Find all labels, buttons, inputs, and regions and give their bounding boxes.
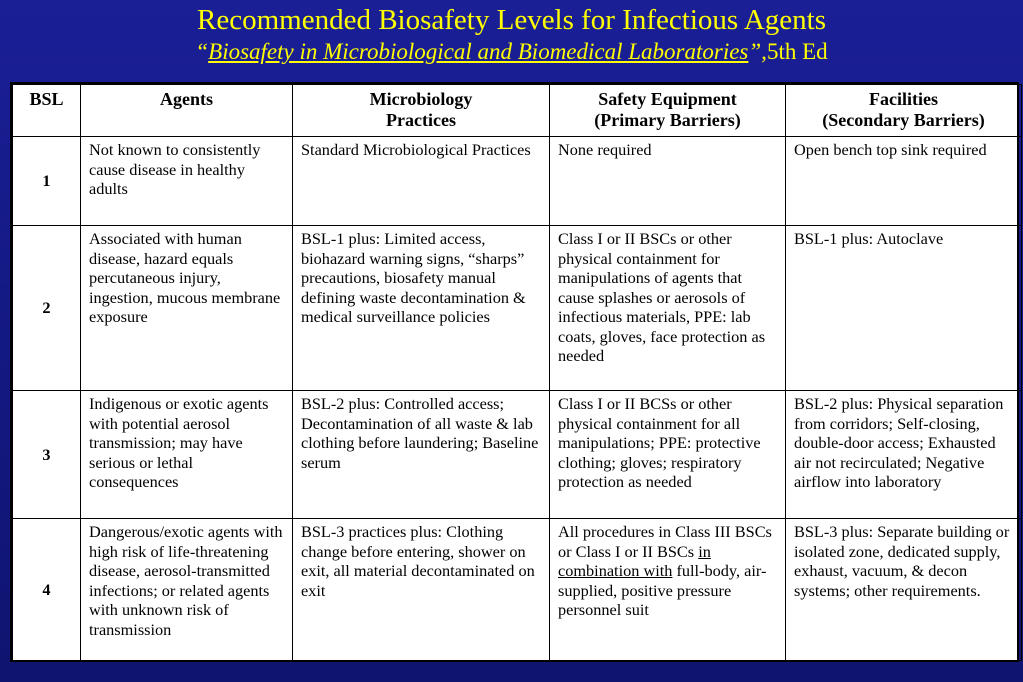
table-row-bsl-3 <box>13 391 1022 519</box>
cell-bsl: 3 <box>13 391 81 519</box>
cell-agents: Not known to consistently cause disease in healthy adults <box>81 137 293 226</box>
cell-equipment: Class I or II BSCs or other physical containment for manipulations of agents that cause splashes or aerosols of infectious materials, PPE: lab coats, gloves, face protection as needed <box>550 226 786 391</box>
header-practices-line2: Practices <box>386 110 456 130</box>
slide-subtitle <box>0 38 1023 66</box>
cell-bsl: 4 <box>13 519 81 661</box>
table-row-bsl-2 <box>13 226 1022 391</box>
equipment-text-underlined: in combination with <box>558 541 711 580</box>
slide-title: Recommended Biosafety Levels for Infectious Agents <box>197 4 826 36</box>
header-facilities-line1: Facilities <box>869 89 938 109</box>
table-row-bsl-4 <box>13 519 1022 661</box>
cell-facilities: Open bench top sink required <box>786 137 1022 226</box>
equipment-text-post: full-body, air-supplied, positive pressure personnel suit <box>558 561 767 619</box>
cell-bsl: 2 <box>13 226 81 391</box>
close-quote: ”, <box>748 39 767 64</box>
edition: 5th Ed <box>766 39 828 64</box>
cell-bsl: 1 <box>13 137 81 226</box>
header-agents: Agents <box>81 85 293 137</box>
header-equipment-line1: Safety Equipment <box>598 89 737 109</box>
header-facilities <box>786 85 1022 137</box>
equipment-text-pre: All procedures in Class III BSCs or Class I or II BSCs <box>558 522 772 561</box>
cell-equipment <box>550 519 786 661</box>
cell-facilities: BSL-1 plus: Autoclave <box>786 226 1022 391</box>
header-equipment-line2: (Primary Barriers) <box>594 110 741 130</box>
cell-agents: Indigenous or exotic agents with potential aerosol transmission; may have serious or lethal consequences <box>81 391 293 519</box>
biosafety-table <box>12 84 1022 661</box>
cell-practices: BSL-3 practices plus: Clothing change before entering, shower on exit, all material decontaminated on exit <box>293 519 550 661</box>
cell-agents: Dangerous/exotic agents with high risk of life-threatening disease, aerosol-transmitted infections; or related agents with unknown risk of transmission <box>81 519 293 661</box>
cell-practices: BSL-1 plus: Limited access, biohazard warning signs, “sharps” precautions, biosafety manual defining waste decontamination & medical surveillance policies <box>293 226 550 391</box>
header-practices <box>293 85 550 137</box>
header-bsl: BSL <box>13 85 81 137</box>
table-header-row <box>13 85 1022 137</box>
header-practices-line1: Microbiology <box>369 89 473 109</box>
cell-facilities: BSL-3 plus: Separate building or isolated zone, dedicated supply, exhaust, vacuum, & decon systems; other requirements. <box>786 519 1022 661</box>
header-equipment <box>550 85 786 137</box>
cell-equipment: None required <box>550 137 786 226</box>
header-facilities-line2: (Secondary Barriers) <box>822 110 985 130</box>
cell-practices: Standard Microbiological Practices <box>293 137 550 226</box>
table-row-bsl-1 <box>13 137 1022 226</box>
open-quote: “ <box>195 39 209 64</box>
biosafety-table-container <box>10 82 1019 662</box>
cell-practices: BSL-2 plus: Controlled access; Decontamination of all waste & lab clothing before laundering; Baseline serum <box>293 391 550 519</box>
cell-equipment: Class I or II BCSs or other physical containment for all manipulations; PPE: protective clothing; gloves; respiratory protection as needed <box>550 391 786 519</box>
cell-agents: Associated with human disease, hazard equals percutaneous injury, ingestion, mucous membrane exposure <box>81 226 293 391</box>
cell-facilities: BSL-2 plus: Physical separation from corridors; Self-closing, double-door access; Exhausted air not recirculated; Negative airflow into laboratory <box>786 391 1022 519</box>
book-title: Biosafety in Microbiological and Biomedical Laboratories <box>208 39 749 64</box>
